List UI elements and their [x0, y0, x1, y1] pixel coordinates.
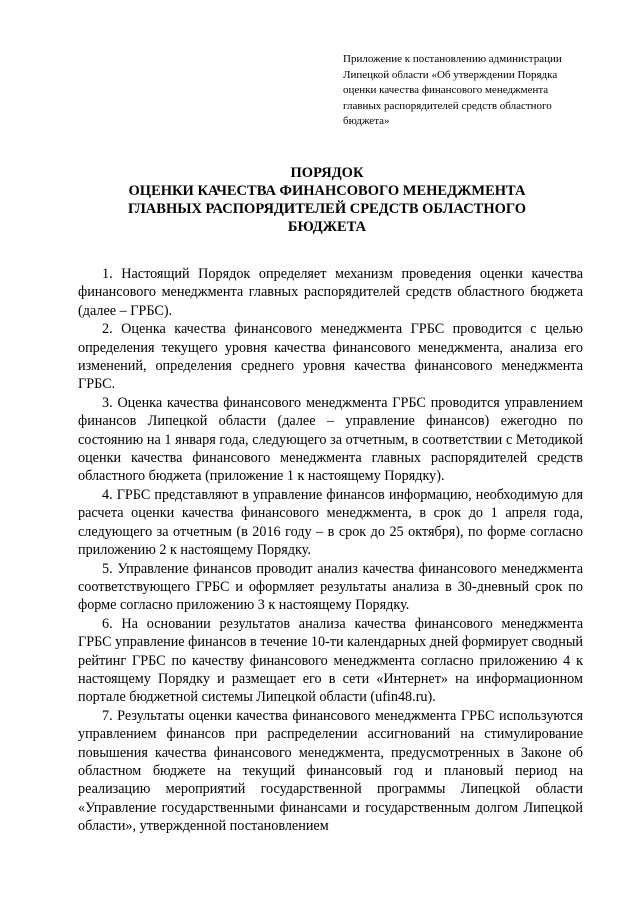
paragraph-4: 4. ГРБС представляют в управление финансов информацию, необходимую для расчета оценки качества финансового менеджмента, в срок до 1 апреля года, следующего за отчетным (в 2016 году – в срок до 25 октября), по форме согласно приложению 2 к настоящему Порядку. — [78, 486, 583, 559]
paragraph-5: 5. Управление финансов проводит анализ качества финансового менеджмента соответствующего ГРБС и оформляет результаты анализа в 30-дневный срок по форме согласно приложению 3 к настоящему Порядку. — [78, 560, 583, 614]
paragraph-7: 7. Результаты оценки качества финансового менеджмента ГРБС используются управлением финансов при распределении ассигнований на стимулирование повышения качества финансового менеджмента, предусмотренных в Законе об областном бюджете на текущий финансовый год и плановый период на реализацию мероприятий государственной программы Липецкой области «Управление государственными финансами и государственным долгом Липецкой области», утвержденной постановлением — [78, 707, 583, 835]
paragraph-1: 1. Настоящий Порядок определяет механизм проведения оценки качества финансового менеджмента главных распорядителей средств областного бюджета (далее – ГРБС). — [78, 266, 583, 319]
paragraph-3: 3. Оценка качества финансового менеджмента ГРБС проводится управлением финансов Липецкой области (далее – управление финансов) ежегодно по состоянию на 1 января года, следующего за отчетным, в соответствии с Методикой оценки качества финансового менеджмента главных распорядителей средств областного бюджета (приложение 1 к настоящему Порядку). — [78, 394, 583, 485]
title-line: ОЦЕНКИ КАЧЕСТВА ФИНАНСОВОГО МЕНЕДЖМЕНТА — [128, 183, 526, 199]
document-title — [70, 164, 584, 236]
title-line: БЮДЖЕТА — [287, 219, 367, 235]
title-line: ПОРЯДОК — [290, 165, 364, 181]
paragraph-2: 2. Оценка качества финансового менеджмента ГРБС проводится с целью определения текущего уровня качества финансового менеджмента, анализа его изменений, определения среднего уровня качества финансового менеджмента ГРБС. — [78, 321, 583, 393]
title-line: ГЛАВНЫХ РАСПОРЯДИТЕЛЕЙ СРЕДСТВ ОБЛАСТНОГО — [127, 201, 527, 217]
paragraph-6: 6. На основании результатов анализа качества финансового менеджмента ГРБС управление финансов в течение 10-ти календарных дней формирует сводный рейтинг ГРБС по качеству финансового менеджмента согласно приложению 4 к настоящему Порядку и размещает его в сети «Интернет» на информационном портале бюджетной системы Липецкой области (ufin48.ru). — [78, 615, 583, 706]
annex-note: Приложение к постановлению администрации Липецкой области «Об утверждении Порядка оценки качества финансового менеджмента главных распорядителей средств областного бюджета» — [343, 53, 562, 127]
document-body — [78, 265, 583, 836]
